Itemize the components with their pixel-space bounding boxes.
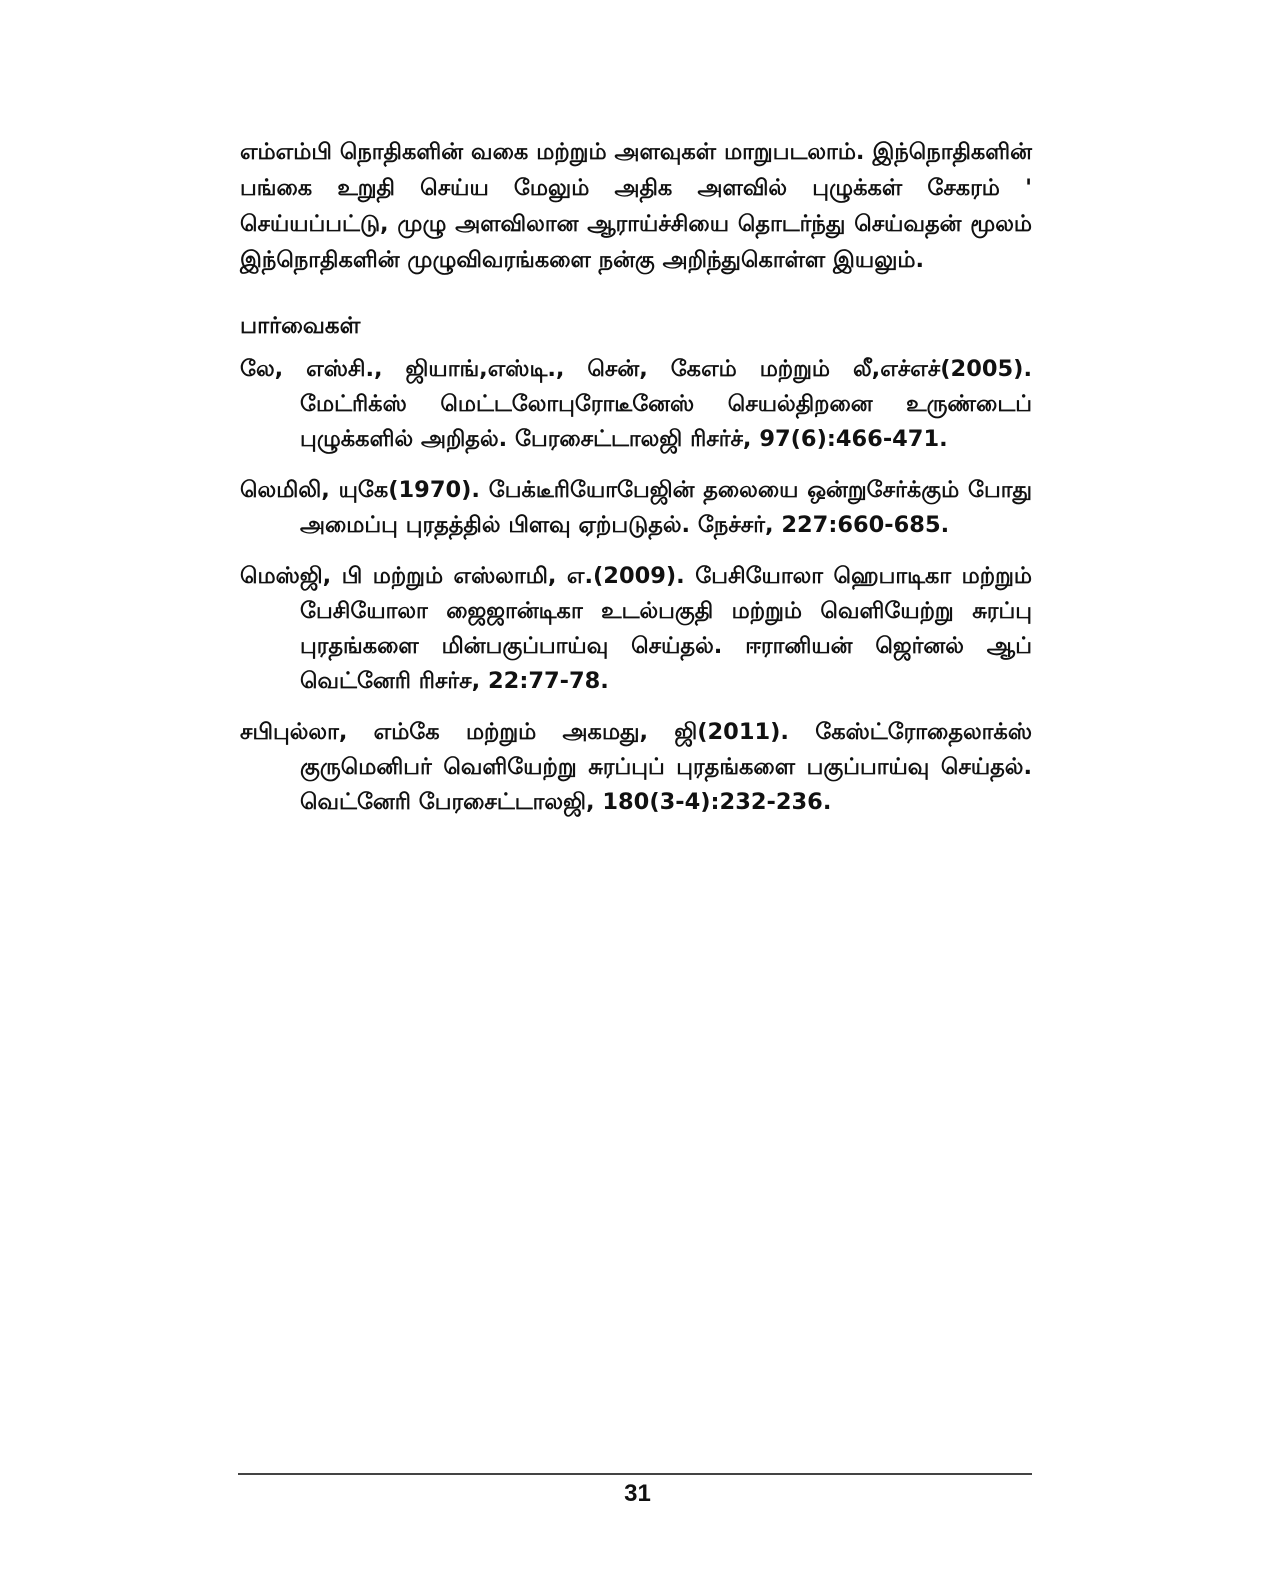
reference-item: மெஸ்ஜி, பி மற்றும் எஸ்லாமி, எ.(2009). பேசியோலா ஹெபாடிகா மற்றும் பேசியோலா ஜைஜான்டிகா உடல்பகுதி மற்றும் வெளியேற்று சுரப்பு புரதங்களை மின்பகுப்பாய்வு செய்தல். ஈரானியன் ஜெர்னல் ஆப் வெட்னேரி ரிசர்ச, 22:77-78.: [240, 563, 1032, 694]
reference-item: சபிபுல்லா, எம்கே மற்றும் அகமது, ஜி(2011). கேஸ்ட்ரோதைலாக்ஸ் குருமெனிபர் வெளியேற்று சுரப்புப் புரதங்களை பகுப்பாய்வு செய்தல். வெட்னேரி பேரசைட்டாலஜி, 180(3-4):232-236.: [240, 719, 1032, 815]
page-number: 31: [624, 1480, 651, 1507]
footer-divider: [238, 1473, 1032, 1475]
page-content: [240, 134, 1032, 836]
reference-item: லே, எஸ்சி., ஜியாங்,எஸ்டி., சென், கேஎம் மற்றும் லீ,எச்எச்(2005). மேட்ரிக்ஸ் மெட்டலோபுரோடீனேஸ் செயல்திறனை உருண்டைப் புழுக்களில் அறிதல். பேரசைட்டாலஜி ரிசர்ச், 97(6):466-471.: [240, 356, 1032, 452]
references-heading: பார்வைகள்: [240, 313, 361, 339]
references-list: [240, 352, 1032, 820]
body-paragraph: எம்எம்பி நொதிகளின் வகை மற்றும் அளவுகள் மாறுபடலாம். இந்நொதிகளின் பங்கை உறுதி செய்ய மேலும் அதிக அளவில் புழுக்கள் சேகரம் ' செய்யப்பட்டு, முழு அளவிலான ஆராய்ச்சியை தொடர்ந்து செய்வதன் மூலம் இந்நொதிகளின் முழுவிவரங்களை நன்கு அறிந்துகொள்ள இயலும்.: [240, 139, 1032, 273]
reference-item: லெமிலி, யுகே(1970). பேக்டீரியோபேஜின் தலையை ஒன்றுசேர்க்கும் போது அமைப்பு புரதத்தில் பிளவு ஏற்படுதல். நேச்சர், 227:660-685.: [240, 477, 1032, 538]
